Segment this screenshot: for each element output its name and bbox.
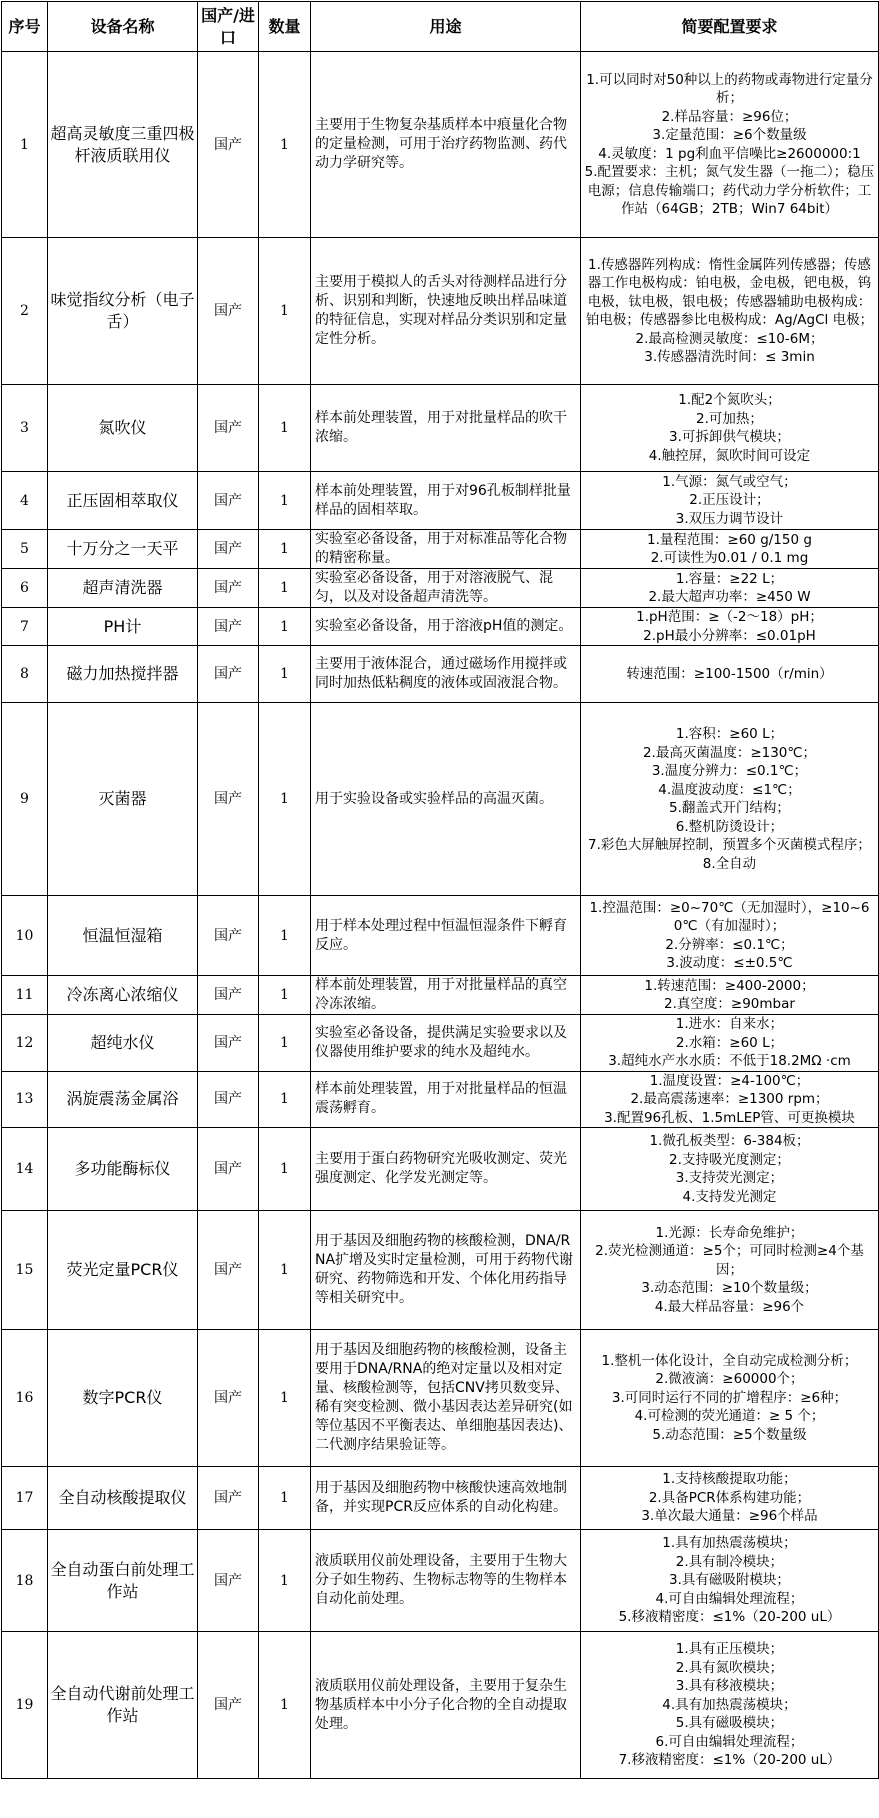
table-row xyxy=(2,1211,879,1330)
quantity-cell: 1 xyxy=(259,1211,311,1330)
spec-line: 2.具备PCR体系构建功能； xyxy=(648,1489,811,1506)
spec-line: 2.最高震荡速率：≥1300 rpm； xyxy=(630,1091,829,1107)
spec-cell xyxy=(581,646,879,703)
quantity-cell: 1 xyxy=(259,1467,311,1530)
usage-cell: 用于样本处理过程中恒温恒湿条件下孵育反应。 xyxy=(311,896,581,976)
row-number: 6 xyxy=(2,569,48,608)
spec-cell xyxy=(581,1530,879,1632)
table-row xyxy=(2,976,879,1015)
quantity-cell: 1 xyxy=(259,52,311,238)
table-row xyxy=(2,472,879,530)
spec-line: 5.具有磁吸模块； xyxy=(675,1715,784,1732)
spec-cell xyxy=(581,530,879,569)
usage-cell: 主要用于蛋白药物研究光吸收测定、荧光强度测定、化学发光测定等。 xyxy=(311,1128,581,1211)
table-row xyxy=(2,608,879,646)
spec-cell xyxy=(581,1071,879,1128)
header-no: 序号 xyxy=(2,2,48,52)
quantity-cell: 1 xyxy=(259,1330,311,1467)
spec-cell xyxy=(581,1330,879,1467)
spec-line: 2.荧光检测通道：≥5个；可同时检测≥4个基因； xyxy=(595,1243,864,1278)
quantity-cell: 1 xyxy=(259,646,311,703)
spec-line: 2.真空度：≥90mbar xyxy=(664,996,795,1012)
quantity-cell: 1 xyxy=(259,530,311,569)
table-row xyxy=(2,385,879,472)
spec-line: 1.容积：≥60 L； xyxy=(675,726,784,742)
spec-cell xyxy=(581,238,879,385)
spec-line: 5.翻盖式开门结构； xyxy=(669,800,790,816)
usage-cell: 样本前处理装置，用于对批量样品的恒温震荡孵育。 xyxy=(311,1071,581,1128)
table-row xyxy=(2,1128,879,1211)
origin-cell: 国产 xyxy=(198,1211,259,1330)
quantity-cell: 1 xyxy=(259,569,311,608)
row-number: 9 xyxy=(2,703,48,896)
row-number: 10 xyxy=(2,896,48,976)
spec-line: 1.气源：氮气或空气； xyxy=(662,473,797,490)
origin-cell: 国产 xyxy=(198,646,259,703)
row-number: 3 xyxy=(2,385,48,472)
spec-cell xyxy=(581,608,879,646)
spec-line: 3.可拆卸供气模块； xyxy=(669,429,790,445)
quantity-cell: 1 xyxy=(259,608,311,646)
origin-cell: 国产 xyxy=(198,238,259,385)
spec-cell xyxy=(581,472,879,530)
origin-cell: 国产 xyxy=(198,472,259,530)
usage-cell: 实验室必备设备，用于对标准品等化合物的精密称量。 xyxy=(311,530,581,569)
equipment-name: 味觉指纹分析（电子舌） xyxy=(48,238,198,385)
usage-cell: 实验室必备设备，提供满足实验要求以及仪器使用维护要求的纯水及超纯水。 xyxy=(311,1015,581,1072)
quantity-cell: 1 xyxy=(259,703,311,896)
table-row xyxy=(2,1530,879,1632)
spec-line: 2.具有制冷模块； xyxy=(675,1553,784,1570)
table-row xyxy=(2,1015,879,1072)
spec-line: 1.量程范围：≥60 g/150 g xyxy=(647,531,812,548)
spec-line: 2.可加热； xyxy=(696,410,763,427)
origin-cell: 国产 xyxy=(198,569,259,608)
row-number: 8 xyxy=(2,646,48,703)
spec-line: 3.配置96孔板、1.5mLEP管、可更换模块 xyxy=(604,1109,855,1126)
quantity-cell: 1 xyxy=(259,896,311,976)
spec-line: 7.移液精密度：≤1%（20-200 uL） xyxy=(618,1752,841,1769)
quantity-cell: 1 xyxy=(259,1632,311,1779)
spec-line: 2.水箱：≥60 L； xyxy=(675,1034,784,1051)
spec-line: 6.整机防烫设计； xyxy=(675,818,784,835)
spec-line: 2.支持吸光度测定； xyxy=(669,1151,790,1168)
spec-cell xyxy=(581,1632,879,1779)
spec-line: 1.整机一体化设计，全自动完成检测分析； xyxy=(601,1352,858,1369)
quantity-cell: 1 xyxy=(259,1015,311,1072)
spec-line: 3.具有磁吸附模块； xyxy=(669,1572,790,1589)
origin-cell: 国产 xyxy=(198,703,259,896)
equipment-table xyxy=(1,1,879,1779)
origin-cell: 国产 xyxy=(198,1330,259,1467)
usage-cell: 液质联用仪前处理设备，主要用于复杂生物基质样本中小分子化合物的全自动提取处理。 xyxy=(311,1632,581,1779)
table-row xyxy=(2,569,879,608)
quantity-cell: 1 xyxy=(259,1071,311,1128)
spec-line: 2.最高检测灵敏度：≤10-6M； xyxy=(635,330,824,347)
spec-line: 1.具有加热震荡模块； xyxy=(662,1535,797,1552)
equipment-name: 多功能酶标仪 xyxy=(48,1128,198,1211)
origin-cell: 国产 xyxy=(198,530,259,569)
equipment-name: 恒温恒湿箱 xyxy=(48,896,198,976)
usage-cell: 样本前处理装置，用于对批量样品的真空冷冻浓缩。 xyxy=(311,976,581,1015)
spec-line: 5.动态范围：≥5个数量级 xyxy=(652,1426,807,1443)
spec-line: 3.动态范围：≥10个数量级； xyxy=(641,1280,818,1297)
spec-line: 8.全自动 xyxy=(702,855,757,872)
equipment-name: 全自动蛋白前处理工作站 xyxy=(48,1530,198,1632)
spec-line: 3.具有移液模块； xyxy=(675,1678,784,1695)
row-number: 1 xyxy=(2,52,48,238)
spec-line: 2.最大超声功率：≥450 W xyxy=(648,589,811,605)
row-number: 14 xyxy=(2,1128,48,1211)
spec-line: 1.控温范围：≥0~70℃（无加湿时），≥10~60℃（有加湿时）； xyxy=(589,899,870,934)
spec-line: 2.最高灭菌温度：≥130℃； xyxy=(642,744,817,761)
spec-line: 2.具有氮吹模块； xyxy=(675,1659,784,1676)
spec-line: 2.可读性为0.01 / 0.1 mg xyxy=(650,550,809,566)
spec-line: 3.双压力调节设计 xyxy=(675,510,784,527)
usage-cell: 液质联用仪前处理设备，主要用于生物大分子如生物药、生物标志物等的生物样本自动化前处理。 xyxy=(311,1530,581,1632)
header-usage: 用途 xyxy=(311,2,581,52)
usage-cell: 样本前处理装置，用于对96孔板制样批量样品的固相萃取。 xyxy=(311,472,581,530)
row-number: 17 xyxy=(2,1467,48,1530)
spec-line: 2.分辨率：≤0.1℃； xyxy=(665,936,794,953)
spec-line: 3.超纯水产水水质：不低于18.2MΩ ·cm xyxy=(608,1053,851,1069)
quantity-cell: 1 xyxy=(259,385,311,472)
spec-line: 3.温度分辨力：≤0.1℃； xyxy=(651,763,808,779)
spec-line: 1.配2个氮吹头； xyxy=(678,392,781,408)
spec-cell xyxy=(581,569,879,608)
quantity-cell: 1 xyxy=(259,1530,311,1632)
header-qty: 数量 xyxy=(259,2,311,52)
quantity-cell: 1 xyxy=(259,238,311,385)
spec-line: 1.光源：长寿命免维护； xyxy=(655,1224,804,1241)
origin-cell: 国产 xyxy=(198,1071,259,1128)
quantity-cell: 1 xyxy=(259,976,311,1015)
spec-line: 1.传感器阵列构成：惰性金属阵列传感器；传感器工作电极构成：铂电极，金电极，钯电极，钨电极，钛电极，银电极；传感器辅助电极构成：铂电极；传感器参比电极构成：Ag/AgCl 电极； xyxy=(585,256,874,328)
header-row xyxy=(2,2,879,52)
spec-line: 1.微孔板类型：6-384板； xyxy=(649,1133,810,1149)
origin-cell: 国产 xyxy=(198,896,259,976)
origin-cell: 国产 xyxy=(198,976,259,1015)
usage-cell: 用于基因及细胞药物中核酸快速高效地制备，并实现PCR反应体系的自动化构建。 xyxy=(311,1467,581,1530)
equipment-name: 冷冻离心浓缩仪 xyxy=(48,976,198,1015)
spec-line: 2.正压设计； xyxy=(689,492,770,509)
spec-cell xyxy=(581,703,879,896)
equipment-name: 数字PCR仪 xyxy=(48,1330,198,1467)
row-number: 7 xyxy=(2,608,48,646)
spec-line: 7.彩色大屏触屏控制，预置多个灭菌模式程序； xyxy=(588,837,871,853)
spec-line: 3.传感器清洗时间：≤ 3min xyxy=(644,349,815,365)
spec-cell xyxy=(581,1211,879,1330)
table-row xyxy=(2,703,879,896)
spec-line: 1.温度设置：≥4-100℃； xyxy=(649,1072,810,1089)
equipment-name: 正压固相萃取仪 xyxy=(48,472,198,530)
usage-cell: 用于基因及细胞药物的核酸检测，DNA/RNA扩增及实时定量检测，可用于药物代谢研究、药物筛选和开发、个体化用药指导等相关研究中。 xyxy=(311,1211,581,1330)
spec-line: 6.可自由编辑处理流程； xyxy=(655,1733,804,1750)
spec-line: 5.移液精密度：≤1%（20-200 uL） xyxy=(618,1609,841,1626)
origin-cell: 国产 xyxy=(198,1015,259,1072)
row-number: 4 xyxy=(2,472,48,530)
table-row xyxy=(2,238,879,385)
spec-cell xyxy=(581,1128,879,1211)
spec-cell xyxy=(581,1015,879,1072)
table-row xyxy=(2,1632,879,1779)
origin-cell: 国产 xyxy=(198,1632,259,1779)
equipment-name: 全自动代谢前处理工作站 xyxy=(48,1632,198,1779)
origin-cell: 国产 xyxy=(198,52,259,238)
usage-cell: 主要用于模拟人的舌头对待测样品进行分析、识别和判断，快速地反映出样品味道的特征信息，实现对样品分类识别和定量定性分析。 xyxy=(311,238,581,385)
spec-line: 4.可自由编辑处理流程； xyxy=(655,1590,804,1607)
origin-cell: 国产 xyxy=(198,608,259,646)
spec-line: 4.温度波动度：≤1℃； xyxy=(658,781,801,798)
table-body xyxy=(2,52,879,1779)
spec-line: 4.支持发光测定 xyxy=(682,1188,777,1205)
row-number: 11 xyxy=(2,976,48,1015)
table-row xyxy=(2,530,879,569)
spec-line: 4.最大样品容量：≥96个 xyxy=(654,1298,805,1315)
origin-cell: 国产 xyxy=(198,385,259,472)
header-spec: 简要配置要求 xyxy=(581,2,879,52)
row-number: 16 xyxy=(2,1330,48,1467)
equipment-name: 十万分之一天平 xyxy=(48,530,198,569)
spec-line: 3.可同时运行不同的扩增程序：≥6种； xyxy=(611,1389,848,1406)
spec-line: 1.具有正压模块； xyxy=(675,1641,784,1658)
equipment-name: 氮吹仪 xyxy=(48,385,198,472)
spec-cell xyxy=(581,896,879,976)
equipment-name: 涡旋震荡金属浴 xyxy=(48,1071,198,1128)
spec-line: 1.容量：≥22 L； xyxy=(675,570,784,587)
spec-line: 3.定量范围：≥6个数量级 xyxy=(652,127,807,143)
spec-cell xyxy=(581,976,879,1015)
spec-line: 4.灵敏度：1 pg利血平信噪比≥2600000:1 xyxy=(598,145,861,162)
spec-line: 4.可检测的荧光通道：≥ 5 个； xyxy=(634,1408,825,1425)
spec-line: 2.微液滴：≥60000个； xyxy=(655,1371,804,1388)
spec-line: 3.波动度：≤±0.5℃ xyxy=(666,955,793,971)
equipment-name: 超高灵敏度三重四极杆液质联用仪 xyxy=(48,52,198,238)
spec-line: 5.配置要求：主机；氮气发生器（一拖二）；稳压电源；信息传输端口；药代动力学分析软件；工作站（64GB；2TB；Win7 64bit） xyxy=(584,164,875,217)
equipment-name: PH计 xyxy=(48,608,198,646)
equipment-name: 灭菌器 xyxy=(48,703,198,896)
spec-line: 2.pH最小分辨率：≤0.01pH xyxy=(643,627,816,644)
spec-line: 3.支持荧光测定； xyxy=(675,1170,784,1186)
spec-line: 转速范围：≥100-1500（r/min） xyxy=(626,665,833,682)
header-name: 设备名称 xyxy=(48,2,198,52)
spec-line: 4.触控屏，氮吹时间可设定 xyxy=(648,447,811,464)
equipment-name: 超纯水仪 xyxy=(48,1015,198,1072)
table-row xyxy=(2,1467,879,1530)
row-number: 12 xyxy=(2,1015,48,1072)
spec-line: 1.pH范围：≥（-2～18）pH； xyxy=(636,609,823,625)
usage-cell: 用于基因及细胞药物的核酸检测，设备主要用于DNA/RNA的绝对定量以及相对定量、核酸检测等，包括CNV拷贝数变异、稀有突变检测、微小基因表达差异研究(如等位基因不平衡表达、单细胞基因表达)、二代测序结果验证等。 xyxy=(311,1330,581,1467)
usage-cell: 样本前处理装置，用于对批量样品的吹干浓缩。 xyxy=(311,385,581,472)
usage-cell: 主要用于生物复杂基质样本中痕量化合物的定量检测，可用于治疗药物监测、药代动力学研究等。 xyxy=(311,52,581,238)
usage-cell: 实验室必备设备，用于对溶液脱气、混匀，以及对设备超声清洗等。 xyxy=(311,569,581,608)
origin-cell: 国产 xyxy=(198,1467,259,1530)
equipment-name: 超声清洗器 xyxy=(48,569,198,608)
table-row xyxy=(2,1071,879,1128)
spec-line: 2.样品容量：≥96位； xyxy=(661,108,798,125)
quantity-cell: 1 xyxy=(259,472,311,530)
equipment-name: 磁力加热搅拌器 xyxy=(48,646,198,703)
table-row xyxy=(2,646,879,703)
row-number: 18 xyxy=(2,1530,48,1632)
spec-cell xyxy=(581,52,879,238)
equipment-name: 荧光定量PCR仪 xyxy=(48,1211,198,1330)
row-number: 15 xyxy=(2,1211,48,1330)
spec-line: 1.可以同时对50种以上的药物或毒物进行定量分析； xyxy=(586,71,873,106)
table-row xyxy=(2,52,879,238)
equipment-name: 全自动核酸提取仪 xyxy=(48,1467,198,1530)
spec-line: 1.进水：自来水； xyxy=(675,1016,784,1032)
spec-line: 1.支持核酸提取功能； xyxy=(662,1471,797,1488)
spec-line: 1.转速范围：≥400-2000； xyxy=(644,977,815,994)
table-row xyxy=(2,896,879,976)
header-origin: 国产/进口 xyxy=(198,2,259,52)
usage-cell: 用于实验设备或实验样品的高温灭菌。 xyxy=(311,703,581,896)
usage-cell: 主要用于液体混合，通过磁场作用搅拌或同时加热低粘稠度的液体或固液混合物。 xyxy=(311,646,581,703)
spec-cell xyxy=(581,385,879,472)
spec-line: 3.单次最大通量：≥96个样品 xyxy=(641,1508,818,1525)
spec-line: 4.具有加热震荡模块； xyxy=(662,1696,797,1713)
usage-cell: 实验室必备设备，用于溶液pH值的测定。 xyxy=(311,608,581,646)
origin-cell: 国产 xyxy=(198,1530,259,1632)
row-number: 2 xyxy=(2,238,48,385)
table-row xyxy=(2,1330,879,1467)
row-number: 19 xyxy=(2,1632,48,1779)
quantity-cell: 1 xyxy=(259,1128,311,1211)
row-number: 5 xyxy=(2,530,48,569)
spec-cell xyxy=(581,1467,879,1530)
row-number: 13 xyxy=(2,1071,48,1128)
origin-cell: 国产 xyxy=(198,1128,259,1211)
